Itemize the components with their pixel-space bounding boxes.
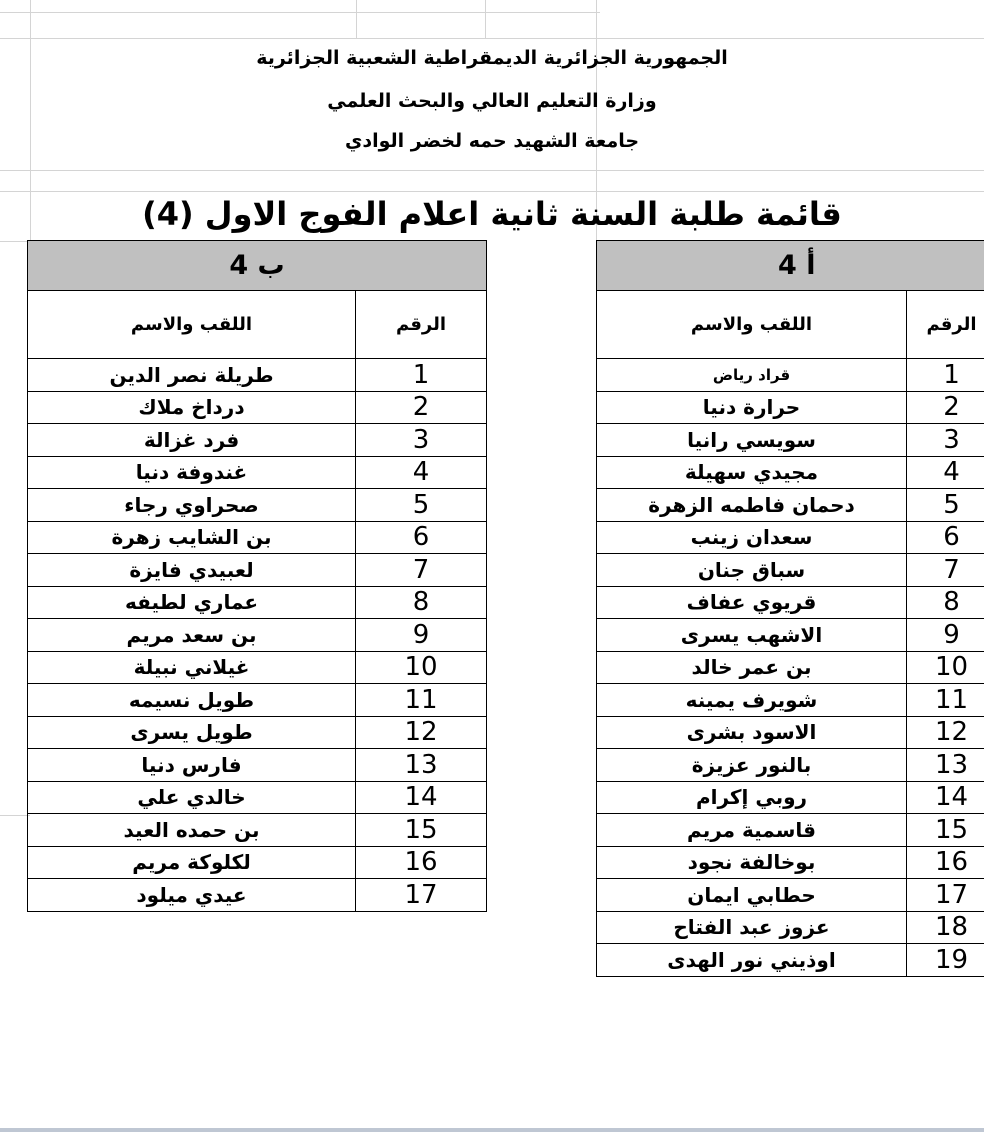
student-number: 6 [356,521,487,554]
student-name: حرارة دنيا [597,391,907,424]
group-a-name-header: اللقب والاسم [597,291,907,359]
student-name: مجيدي سهيلة [597,456,907,489]
student-row [28,684,487,717]
student-number: 3 [356,424,487,457]
student-name: صحراوي رجاء [28,489,356,522]
student-number: 16 [356,846,487,879]
student-name: درداخ ملاك [28,391,356,424]
group-b-label: 4 ب [28,241,487,291]
student-number: 3 [907,424,984,457]
student-number: 11 [907,684,984,717]
student-number: 17 [907,879,984,912]
student-name: قاسمية مريم [597,814,907,847]
student-name: بن عمر خالد [597,651,907,684]
student-row [597,521,984,554]
sheet-gridline [0,170,984,171]
sheet-gridline [485,0,486,38]
student-name: طويل نسيمه [28,684,356,717]
student-number: 6 [907,521,984,554]
student-number: 4 [356,456,487,489]
group-b-name-header: اللقب والاسم [28,291,356,359]
student-name: غيلاني نبيلة [28,651,356,684]
student-number: 1 [907,359,984,392]
student-row [28,716,487,749]
header-ministry: وزارة التعليم العالي والبحث العلمي [327,90,657,112]
student-number: 12 [356,716,487,749]
student-name: عيدي ميلود [28,879,356,912]
student-name: بوخالفة نجود [597,846,907,879]
student-row [28,879,487,912]
student-number: 18 [907,911,984,944]
sheet-bottom-edge [0,1128,984,1132]
sheet-gridline [0,191,984,192]
student-row [28,489,487,522]
student-row [28,749,487,782]
student-number: 10 [356,651,487,684]
student-number: 2 [356,391,487,424]
student-number: 7 [356,554,487,587]
student-number: 15 [356,814,487,847]
student-number: 15 [907,814,984,847]
student-number: 17 [356,879,487,912]
student-row [597,424,984,457]
sheet-gridline [356,0,357,38]
student-number: 7 [907,554,984,587]
student-name: سويسي رانيا [597,424,907,457]
student-row [28,456,487,489]
student-row [28,554,487,587]
sheet-gridline [0,815,30,816]
student-name: لكلوكة مريم [28,846,356,879]
student-row [597,391,984,424]
student-name: حطابي ايمان [597,879,907,912]
student-number: 19 [907,944,984,977]
student-row [28,586,487,619]
student-number: 16 [907,846,984,879]
student-name: طريلة نصر الدين [28,359,356,392]
student-number: 5 [356,489,487,522]
list-title: قائمة طلبة السنة ثانية اعلام الفوج الاول (4) [142,195,842,233]
student-row [597,456,984,489]
group-b-table [27,240,487,912]
student-number: 14 [907,781,984,814]
student-number: 8 [356,586,487,619]
student-row [597,684,984,717]
student-name: بن سعد مريم [28,619,356,652]
student-row [28,814,487,847]
student-name: اوذيني نور الهدى [597,944,907,977]
student-name: خالدي علي [28,781,356,814]
student-number: 8 [907,586,984,619]
student-number: 10 [907,651,984,684]
student-name: طويل يسرى [28,716,356,749]
student-row [597,814,984,847]
student-name: لعبيدي فايزة [28,554,356,587]
student-name: دحمان فاطمه الزهرة [597,489,907,522]
student-row [597,716,984,749]
student-name: قريوي عفاف [597,586,907,619]
student-row [28,424,487,457]
student-number: 13 [907,749,984,782]
header-republic: الجمهورية الجزائرية الديمقراطية الشعبية الجزائرية [256,47,728,69]
student-number: 11 [356,684,487,717]
student-name: بن حمده العيد [28,814,356,847]
sheet-gridline [0,241,30,242]
student-number: 13 [356,749,487,782]
student-row [28,846,487,879]
sheet-gridline [0,12,600,13]
student-row [597,781,984,814]
sheet-gridline [0,38,984,39]
student-row [28,781,487,814]
student-number: 9 [907,619,984,652]
student-row [597,619,984,652]
student-name: شويرف يمينه [597,684,907,717]
student-number: 4 [907,456,984,489]
group-b-number-header: الرقم [356,291,487,359]
student-row [597,359,984,392]
student-row [597,911,984,944]
student-name: سعدان زينب [597,521,907,554]
student-name: فرد غزالة [28,424,356,457]
student-name: بن الشايب زهرة [28,521,356,554]
student-name: سباق جنان [597,554,907,587]
student-row [597,651,984,684]
student-row [597,944,984,977]
student-row [597,586,984,619]
student-row [597,846,984,879]
student-row [597,489,984,522]
student-row [28,521,487,554]
student-number: 12 [907,716,984,749]
student-name: غندوفة دنيا [28,456,356,489]
student-number: 9 [356,619,487,652]
student-row [28,651,487,684]
student-number: 2 [907,391,984,424]
student-row [597,879,984,912]
student-row [28,619,487,652]
student-row [597,554,984,587]
student-name: الاشهب يسرى [597,619,907,652]
student-number: 1 [356,359,487,392]
group-a-table [596,240,984,977]
student-number: 5 [907,489,984,522]
student-name: روبي إكرام [597,781,907,814]
student-row [28,359,487,392]
student-name: بالنور عزيزة [597,749,907,782]
group-a-number-header: الرقم [907,291,984,359]
header-university: جامعة الشهيد حمه لخضر الوادي [344,130,640,152]
student-name: فارس دنيا [28,749,356,782]
student-name: الاسود بشرى [597,716,907,749]
student-row [597,749,984,782]
student-name: عماري لطيفه [28,586,356,619]
group-a-label: 4 أ [597,241,984,291]
student-row [28,391,487,424]
student-name: قراد رياض [597,359,907,392]
student-number: 14 [356,781,487,814]
student-name: عزوز عبد الفتاح [597,911,907,944]
